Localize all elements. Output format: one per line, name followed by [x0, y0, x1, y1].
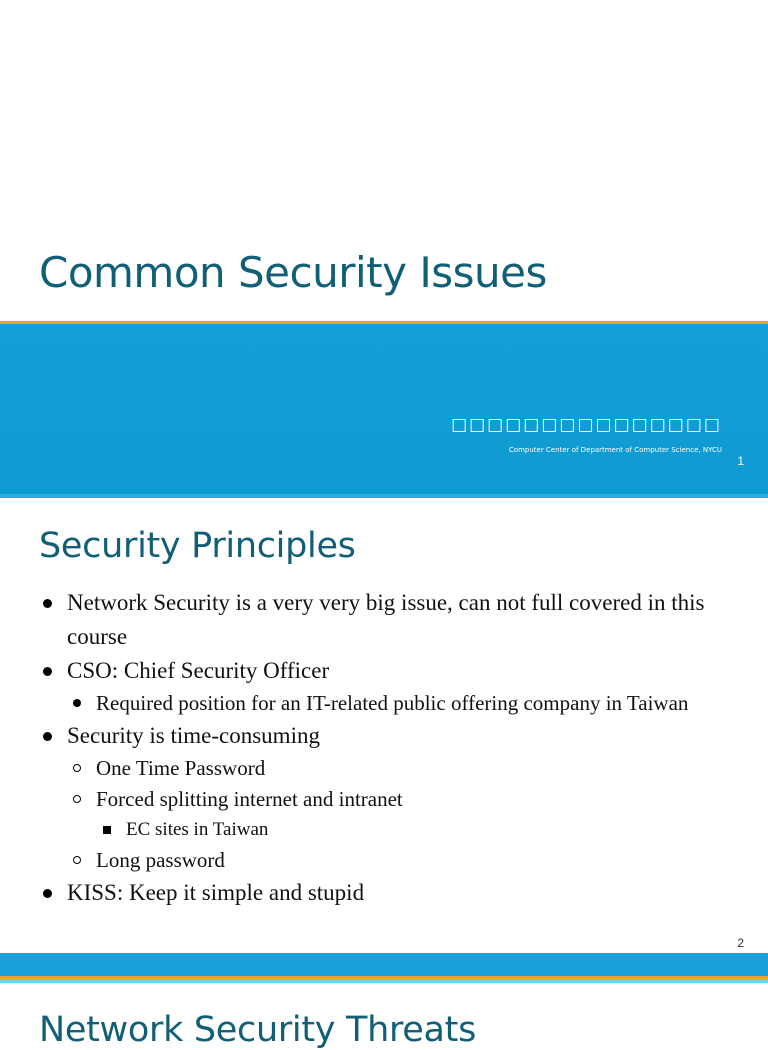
slide-title: Network Security Threats [39, 1010, 477, 1050]
list-item-text: CSO: Chief Security Officer [67, 658, 330, 683]
bullet-dot-icon [73, 699, 81, 707]
footer-strip [0, 953, 768, 960]
list-item [0, 784, 696, 815]
organization-name-english: Computer Center of Department of Computer Science, NYCU [508, 446, 722, 454]
slide-title: Common Security Issues [39, 248, 547, 297]
list-item [0, 688, 696, 719]
list-item-text: KISS: Keep it simple and stupid [67, 880, 365, 905]
page-number: 1 [737, 454, 744, 468]
page-number: 2 [737, 936, 744, 950]
header-strip [0, 960, 768, 976]
bullet-dot-icon [43, 732, 52, 741]
list-item [0, 876, 717, 910]
list-item [0, 753, 696, 784]
list-item [0, 654, 717, 688]
list-item-text: Network Security is a very very big issue, can not full covered in this course [67, 590, 705, 649]
bullet-dot-icon [43, 889, 52, 898]
list-item-text: Security is time-consuming [67, 723, 320, 748]
list-item [0, 815, 686, 845]
bullet-ring-icon [73, 856, 81, 864]
slide-title: Security Principles [39, 526, 356, 566]
organization-name-chinese: □□□□□□□□□□□□□□□ [451, 415, 722, 435]
list-item-text: EC sites in Taiwan [126, 819, 269, 840]
list-item-text: Forced splitting internet and intranet [96, 787, 403, 811]
header-strip-edge [0, 979, 768, 983]
list-item [0, 845, 696, 876]
bullet-dot-icon [43, 667, 52, 676]
bullet-square-icon [103, 826, 111, 834]
bullet-dot-icon [43, 599, 52, 608]
bullet-ring-icon [73, 764, 81, 772]
slide-3 [0, 960, 768, 1050]
slide-2 [0, 498, 768, 960]
list-item-text: Required position for an IT-related public offering company in Taiwan [96, 691, 689, 715]
list-item-text: Long password [96, 848, 225, 872]
list-item [0, 719, 717, 753]
slide-1 [0, 0, 768, 498]
list-item [0, 586, 717, 654]
bullet-list [0, 586, 768, 910]
title-band [0, 324, 768, 494]
list-item-text: One Time Password [96, 756, 266, 780]
bullet-ring-icon [73, 795, 81, 803]
